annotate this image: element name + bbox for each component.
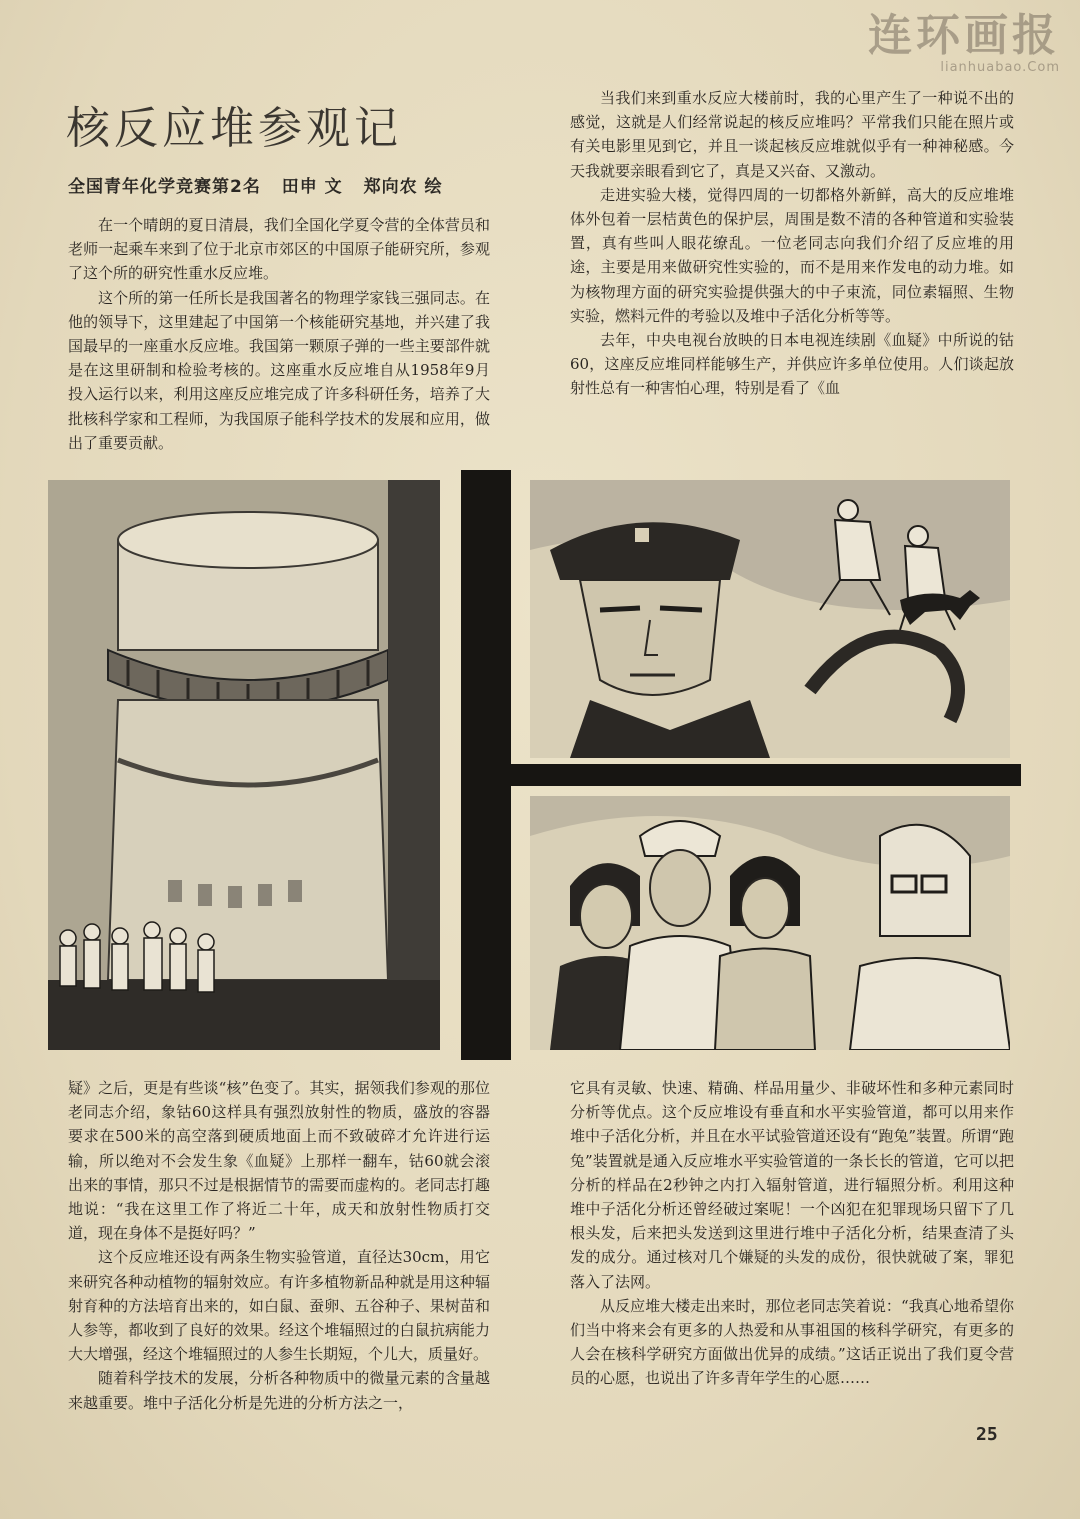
article-byline [68,172,457,197]
police-drawing [530,480,1010,758]
group-drawing [530,796,1010,1050]
byline-author: 田申 文 [281,177,343,197]
text-column-bottom-right [570,1076,1014,1391]
text-column-bottom-left [68,1076,490,1415]
article-title: 核反应堆参观记 [66,103,402,154]
paragraph: 这个反应堆还设有两条生物实验管道，直径达30cm，用它来研究各种动植物的辐射效应。有许多植物新品种就是用这种辐射育种的方法培育出来的，如白鼠、蚕卵、五谷种子、果树苗和人参等，都收到了良好的效果。经这个堆辐照过的白鼠抗病能力大大增强，经这个堆辐照过的人参生长期短，个儿大，质量好。 [68,1248,490,1364]
paragraph: 去年，中央电视台放映的日本电视连续剧《血疑》中所说的钴60，这座反应堆同样能够生产，并供应许多单位使用。人们谈起放射性总有一种害怕心理，特别是看了《血 [570,331,1014,398]
paragraph: 这个所的第一任所长是我国著名的物理学家钱三强同志。在他的领导下，这里建起了中国第一个核能研究基地，并兴建了我国最早的一座重水反应堆。我国第一颗原子弹的一些主要部件就是在这里研制和检验考核的。这座重水反应堆自从1958年9月投入运行以来，利用这座反应堆完成了许多科研任务，培养了大批核科学家和工程师，为我国原子能科学技术的发展和应用，做出了重要贡献。 [68,288,490,452]
byline-illustrator: 郑向农 绘 [363,177,443,197]
watermark [868,8,1060,75]
divider-vertical [461,470,511,1060]
paragraph: 走进实验大楼，觉得四周的一切都格外新鲜，高大的反应堆堆体外包着一层桔黄色的保护层，周围是数不清的各种管道和实验装置，真有些叫人眼花缭乱。一位老同志向我们介绍了反应堆的用途，主要是用来做研究性实验的，而不是用来作发电的动力堆。如为核物理方面的研究实验提供强大的中子束流，同位素辐照、生物实验，燃料元件的考验以及堆中子活化分析等等。 [570,185,1014,325]
text-column-top-right [570,86,1014,401]
illustration-reactor-visit [48,480,440,1050]
byline-source: 全国青年化学竞赛第2名 [68,177,261,197]
paragraph: 在一个晴朗的夏日清晨，我们全国化学夏令营的全体营员和老师一起乘车来到了位于北京市郊区的中国原子能研究所，参观了这个所的研究性重水反应堆。 [68,216,490,283]
page-number: 25 [976,1424,998,1445]
paragraph: 随着科学技术的发展，分析各种物质中的微量元素的含量越来越重要。堆中子活化分析是先进的分析方法之一， [68,1369,490,1412]
reactor-drawing [48,480,440,1050]
illustration-group-scene [530,796,1010,1050]
text-column-top-left [68,213,490,455]
paragraph: 它具有灵敏、快速、精确、样品用量少、非破坏性和多种元素同时分析等优点。这个反应堆设有垂直和水平实验管道，都可以用来作堆中子活化分析，并且在水平试验管道还设有“跑兔”装置。所谓“跑兔”装置就是通入反应堆水平实验管道的一条长长的管道，它可以把分析的样品在2秒钟之内打入辐射管道，进行辐照分析。利用这种堆中子活化分析还曾经破过案呢！一个凶犯在犯罪现场只留下了几根头发，后来把头发送到这里进行堆中子活化分析，结果查清了头发的成分。通过核对几个嫌疑的头发的成份，很快就破了案，罪犯落入了法网。 [570,1079,1014,1291]
illustration-police-scene [530,480,1010,758]
watermark-logo: 连环画报 [868,10,1060,61]
paragraph: 疑》之后，更是有些谈“核”色变了。其实，据领我们参观的那位老同志介绍，象钴60这样具有强烈放射性的物质，盛放的容器要求在500米的高空落到硬质地面上而不致破碎才允许进行运输，所以绝对不会发生象《血疑》上那样一翻车，钴60就会滚出来的事情，那只不过是根据情节的需要而虚构的。老同志打趣地说：“我在这里工作了将近二十年，成天和放射性物质打交道，现在身体不是挺好吗？” [68,1079,490,1243]
paragraph: 当我们来到重水反应大楼前时，我的心里产生了一种说不出的感觉，这就是人们经常说起的核反应堆吗？平常我们只能在照片或有关电影里见到它，并且一谈起核反应堆就似乎有一种神秘感。今天我就要亲眼看到它了，真是又兴奋、又激动。 [570,89,1014,180]
paragraph: 从反应堆大楼走出来时，那位老同志笑着说：“我真心地希望你们当中将来会有更多的人热爱和从事祖国的核科学研究，有更多的人会在核科学研究方面做出优异的成绩。”这话正说出了我们夏令营员的心愿，也说出了许多青年学生的心愿…… [570,1296,1014,1388]
divider-horizontal [511,764,1021,786]
watermark-url: lianhuabao.Com [940,60,1060,75]
